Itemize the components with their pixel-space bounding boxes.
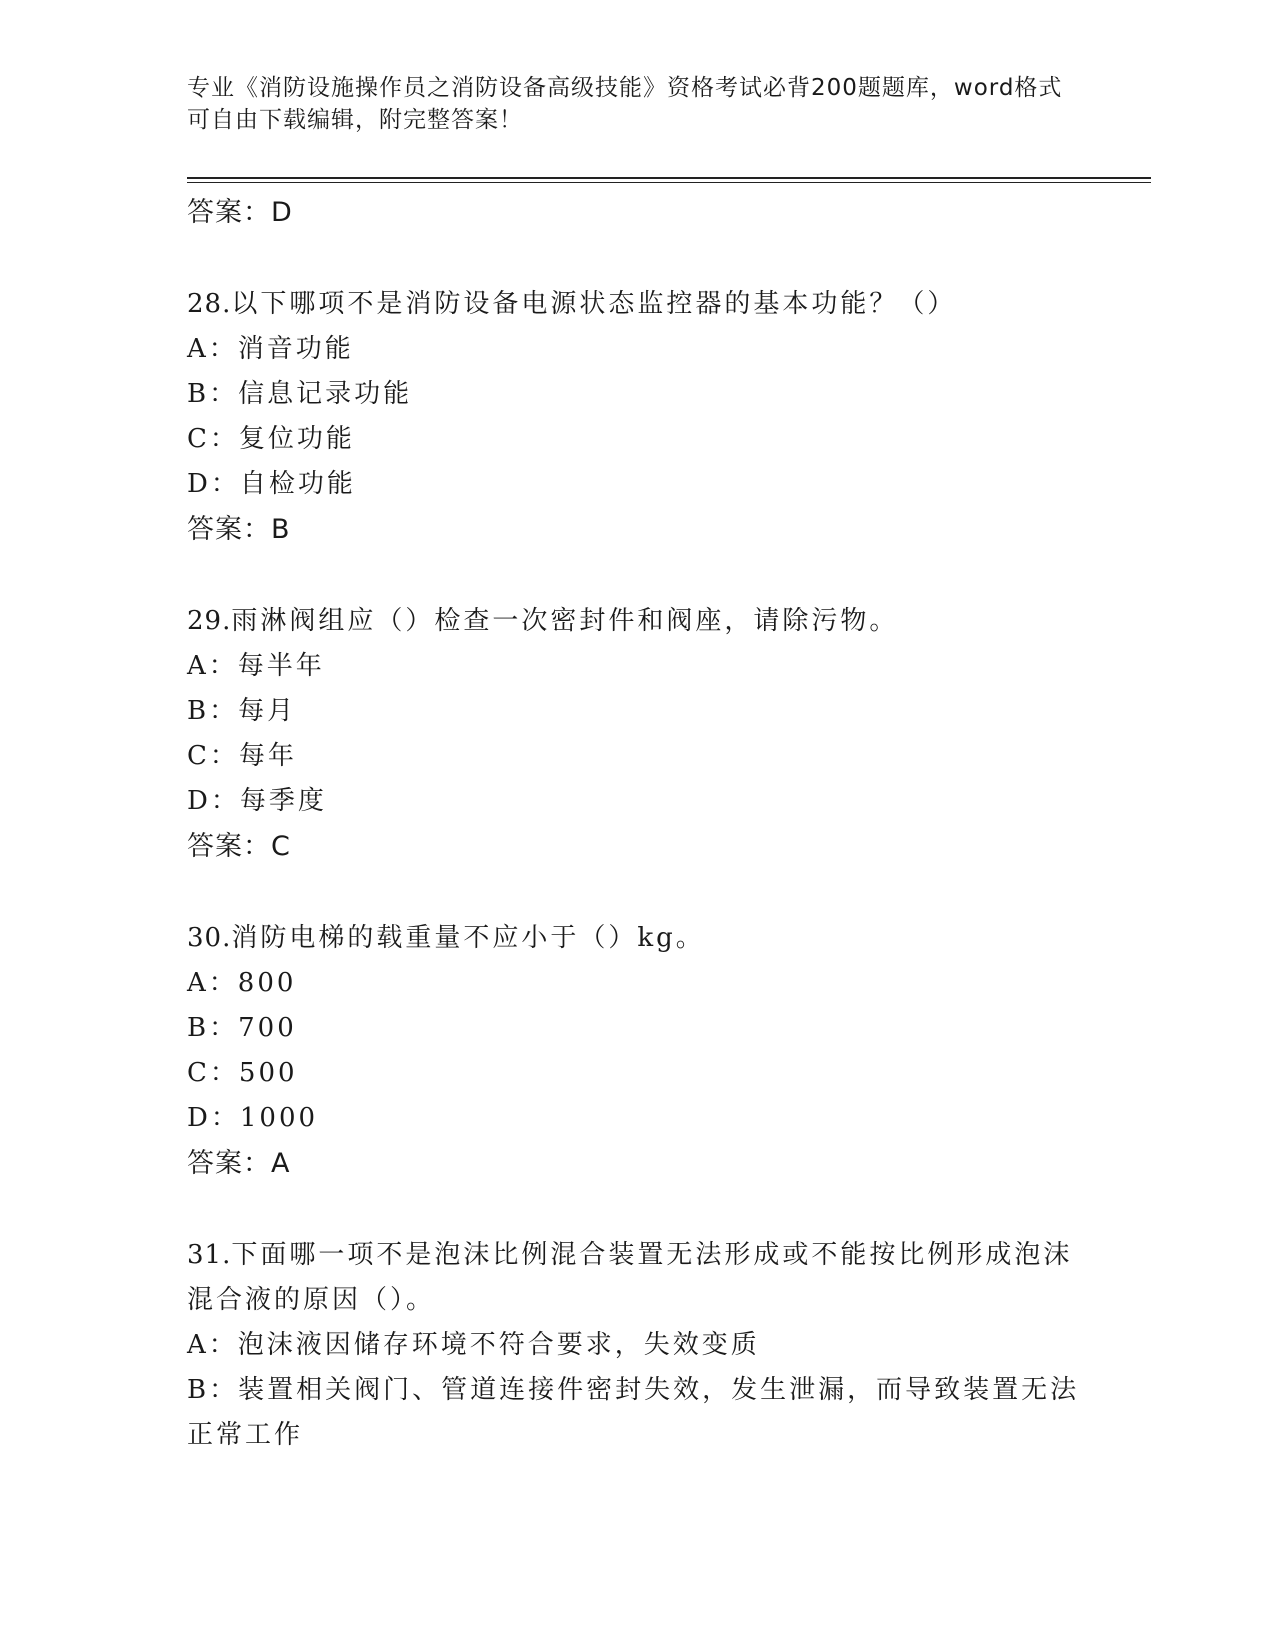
question-number: 30. bbox=[187, 923, 232, 953]
option-a bbox=[187, 1323, 1087, 1368]
question-text bbox=[187, 599, 1087, 644]
option-b bbox=[187, 372, 1087, 417]
option-letter: A： bbox=[187, 334, 238, 364]
option-text: 装置相关阀门、管道连接件密封失效，发生泄漏，而导致装置无法正常工作 bbox=[187, 1375, 1080, 1450]
header-divider bbox=[187, 177, 1151, 183]
answer-line: 答案：B bbox=[187, 514, 291, 545]
option-letter: D： bbox=[187, 469, 240, 499]
option-a bbox=[187, 644, 1087, 689]
option-text: 每月 bbox=[238, 696, 297, 726]
option-text: 信息记录功能 bbox=[238, 379, 413, 409]
option-letter: C： bbox=[187, 424, 239, 454]
option-d bbox=[187, 1096, 1087, 1141]
option-text: 每年 bbox=[238, 741, 297, 771]
question-list bbox=[187, 190, 1087, 1458]
option-letter: A： bbox=[187, 651, 238, 681]
question-number: 29. bbox=[187, 606, 232, 636]
option-text: 500 bbox=[238, 1058, 298, 1088]
option-letter: B： bbox=[187, 696, 239, 726]
option-c bbox=[187, 1051, 1087, 1096]
option-letter: D： bbox=[187, 786, 240, 816]
option-letter: A： bbox=[187, 1330, 238, 1360]
option-a bbox=[187, 327, 1087, 372]
previous-answer: 答案：D bbox=[187, 197, 293, 228]
option-text: 700 bbox=[238, 1013, 297, 1043]
question-29 bbox=[187, 599, 1087, 870]
question-28 bbox=[187, 282, 1087, 553]
option-text: 每季度 bbox=[239, 786, 327, 816]
answer-line: 答案：C bbox=[187, 831, 291, 862]
option-a bbox=[187, 961, 1087, 1006]
question-number: 31. bbox=[187, 1240, 232, 1270]
option-c bbox=[187, 734, 1087, 779]
question-text bbox=[187, 282, 1087, 327]
option-text: 泡沫液因储存环境不符合要求，失效变质 bbox=[237, 1330, 760, 1360]
option-b bbox=[187, 1368, 1087, 1458]
option-letter: B： bbox=[187, 1375, 239, 1405]
option-text: 800 bbox=[237, 968, 297, 998]
answer-line: 答案：A bbox=[187, 1148, 291, 1179]
option-letter: B： bbox=[187, 1013, 239, 1043]
question-stem: 下面哪一项不是泡沫比例混合装置无法形成或不能按比例形成泡沫混合液的原因（）。 bbox=[187, 1240, 1073, 1315]
question-31 bbox=[187, 1233, 1087, 1458]
option-letter: C： bbox=[187, 741, 239, 771]
document-header: 专业《消防设施操作员之消防设备高级技能》资格考试必背200题题库，word格式可自由下载编辑，附完整答案！ bbox=[187, 75, 1063, 133]
question-stem: 以下哪项不是消防设备电源状态监控器的基本功能？（） bbox=[231, 289, 957, 319]
option-d bbox=[187, 462, 1087, 507]
option-text: 复位功能 bbox=[238, 424, 355, 454]
option-text: 1000 bbox=[239, 1103, 319, 1133]
option-text: 消音功能 bbox=[237, 334, 354, 364]
question-text bbox=[187, 916, 1087, 961]
option-d bbox=[187, 779, 1087, 824]
option-text: 自检功能 bbox=[239, 469, 356, 499]
question-30 bbox=[187, 916, 1087, 1187]
question-number: 28. bbox=[187, 289, 232, 319]
option-letter: B： bbox=[187, 379, 239, 409]
option-c bbox=[187, 417, 1087, 462]
question-stem: 消防电梯的载重量不应小于（）kg。 bbox=[231, 923, 705, 953]
option-letter: A： bbox=[187, 968, 238, 998]
question-stem: 雨淋阀组应（）检查一次密封件和阀座，请除污物。 bbox=[231, 606, 899, 636]
option-letter: C： bbox=[187, 1058, 239, 1088]
question-text bbox=[187, 1233, 1087, 1323]
option-b bbox=[187, 1006, 1087, 1051]
option-b bbox=[187, 689, 1087, 734]
option-text: 每半年 bbox=[237, 651, 325, 681]
option-letter: D： bbox=[187, 1103, 240, 1133]
